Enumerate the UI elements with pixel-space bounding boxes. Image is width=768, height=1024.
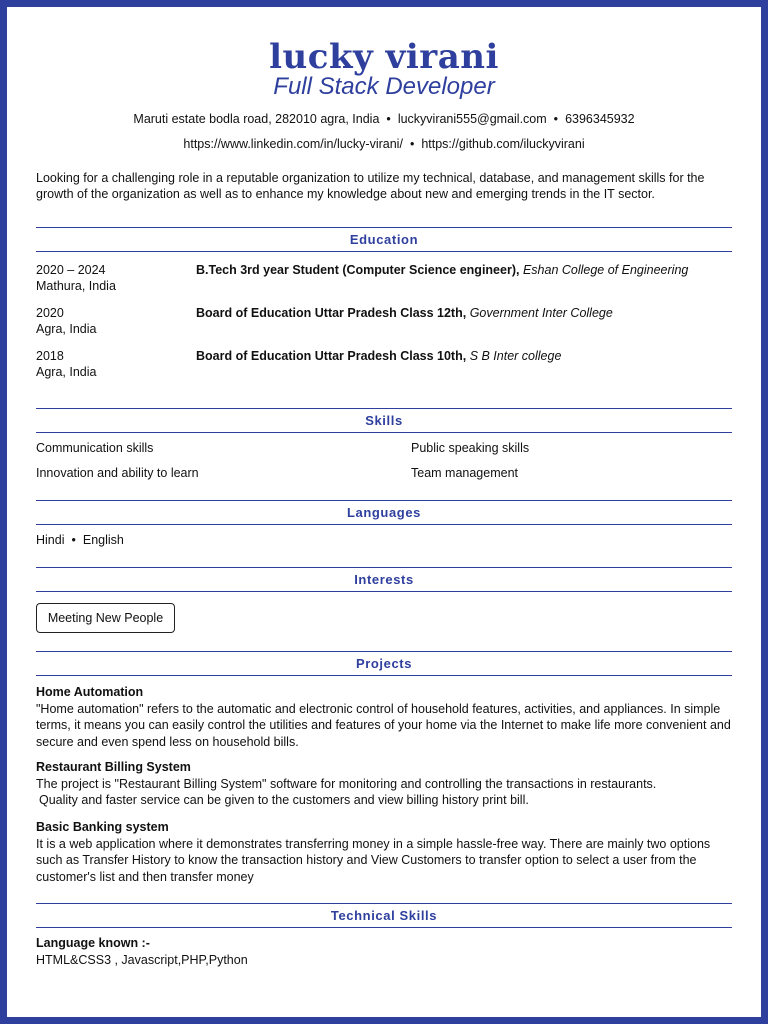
skill-item: Team management xyxy=(411,466,519,480)
project-title: Basic Banking system xyxy=(36,820,169,834)
project-item xyxy=(36,759,732,809)
technical-skills-heading: Technical Skills xyxy=(36,903,732,928)
education-meta xyxy=(36,262,196,294)
languages-list xyxy=(36,533,124,547)
candidate-name: lucky virani xyxy=(269,37,499,77)
education-degree: Board of Education Uttar Pradesh Class 12th, xyxy=(196,306,467,320)
education-location: Mathura, India xyxy=(36,279,116,293)
github-link[interactable]: https://github.com/iluckyvirani xyxy=(421,137,585,151)
education-degree: Board of Education Uttar Pradesh Class 10th, xyxy=(196,349,467,363)
education-detail xyxy=(196,262,732,278)
language-item: English xyxy=(82,533,124,547)
summary-text: Looking for a challenging role in a reputable organization to utilize my technical, database, and management skills for the growth of the organization as well as to enhance my knowledge about new and emerging trends in the IT sector. xyxy=(36,171,705,201)
skills-heading: Skills xyxy=(36,408,732,433)
candidate-title: Full Stack Developer xyxy=(273,73,495,100)
project-title: Home Automation xyxy=(36,685,144,699)
education-heading: Education xyxy=(36,227,732,252)
bullet-separator: • xyxy=(553,112,559,126)
education-dates: 2018 xyxy=(36,349,64,363)
skill-item: Public speaking skills xyxy=(411,441,530,455)
education-detail xyxy=(196,305,732,321)
address: Maruti estate bodla road, 282010 agra, India xyxy=(133,112,380,126)
education-school: Government Inter College xyxy=(469,306,613,320)
education-location: Agra, India xyxy=(36,322,97,336)
education-meta xyxy=(36,305,196,337)
linkedin-link[interactable]: https://www.linkedin.com/in/lucky-virani/ xyxy=(183,137,403,151)
project-title: Restaurant Billing System xyxy=(36,760,191,774)
contact-line-2 xyxy=(36,137,732,151)
interests-heading: Interests xyxy=(36,567,732,592)
education-detail xyxy=(196,348,732,364)
education-degree: B.Tech 3rd year Student (Computer Science engineer), xyxy=(196,263,520,277)
interest-chip: Meeting New People xyxy=(36,603,175,633)
email-link[interactable]: luckyvirani555@gmail.com xyxy=(397,112,547,126)
technical-skills-value: HTML&CSS3 , Javascript,PHP,Python xyxy=(36,952,248,967)
phone: 6396345932 xyxy=(565,112,635,126)
education-school: S B Inter college xyxy=(469,349,562,363)
project-description: "Home automation" refers to the automatic and electronic control of household features, activities, and appliances. In simple terms, it means you can easily control the utilities and features of your home via the Internet to make life more convenient and secure and even spend less on household bills. xyxy=(36,701,731,749)
technical-skills-label: Language known :- xyxy=(36,936,150,950)
resume-page xyxy=(7,7,761,1017)
projects-heading: Projects xyxy=(36,651,732,676)
skill-item: Innovation and ability to learn xyxy=(36,466,199,480)
bullet-separator: • xyxy=(386,112,391,126)
education-dates: 2020 – 2024 xyxy=(36,263,106,277)
education-school: Eshan College of Engineering xyxy=(522,263,689,277)
bullet-separator: • xyxy=(71,533,76,547)
project-description: It is a web application where it demonstrates transferring money in a simple hassle-free way. There are mainly two options such as Transfer History to know the transaction history and View Customers to transfer option to select a user from the customer's list and then transfer money xyxy=(36,836,711,884)
bullet-separator: • xyxy=(409,137,415,151)
contact-line-1 xyxy=(36,112,732,126)
project-description: The project is "Restaurant Billing System" software for monitoring and controlling the transactions in restaurants. xyxy=(36,776,657,791)
education-location: Agra, India xyxy=(36,365,97,379)
education-dates: 2020 xyxy=(36,306,64,320)
project-item xyxy=(36,819,732,885)
technical-skills-block xyxy=(36,935,732,968)
education-meta xyxy=(36,348,196,380)
skill-item: Communication skills xyxy=(36,441,154,455)
languages-heading: Languages xyxy=(36,500,732,525)
project-item xyxy=(36,684,732,750)
language-item: Hindi xyxy=(36,533,65,547)
project-description: Quality and faster service can be given to the customers and view billing history print bill. xyxy=(39,793,529,807)
